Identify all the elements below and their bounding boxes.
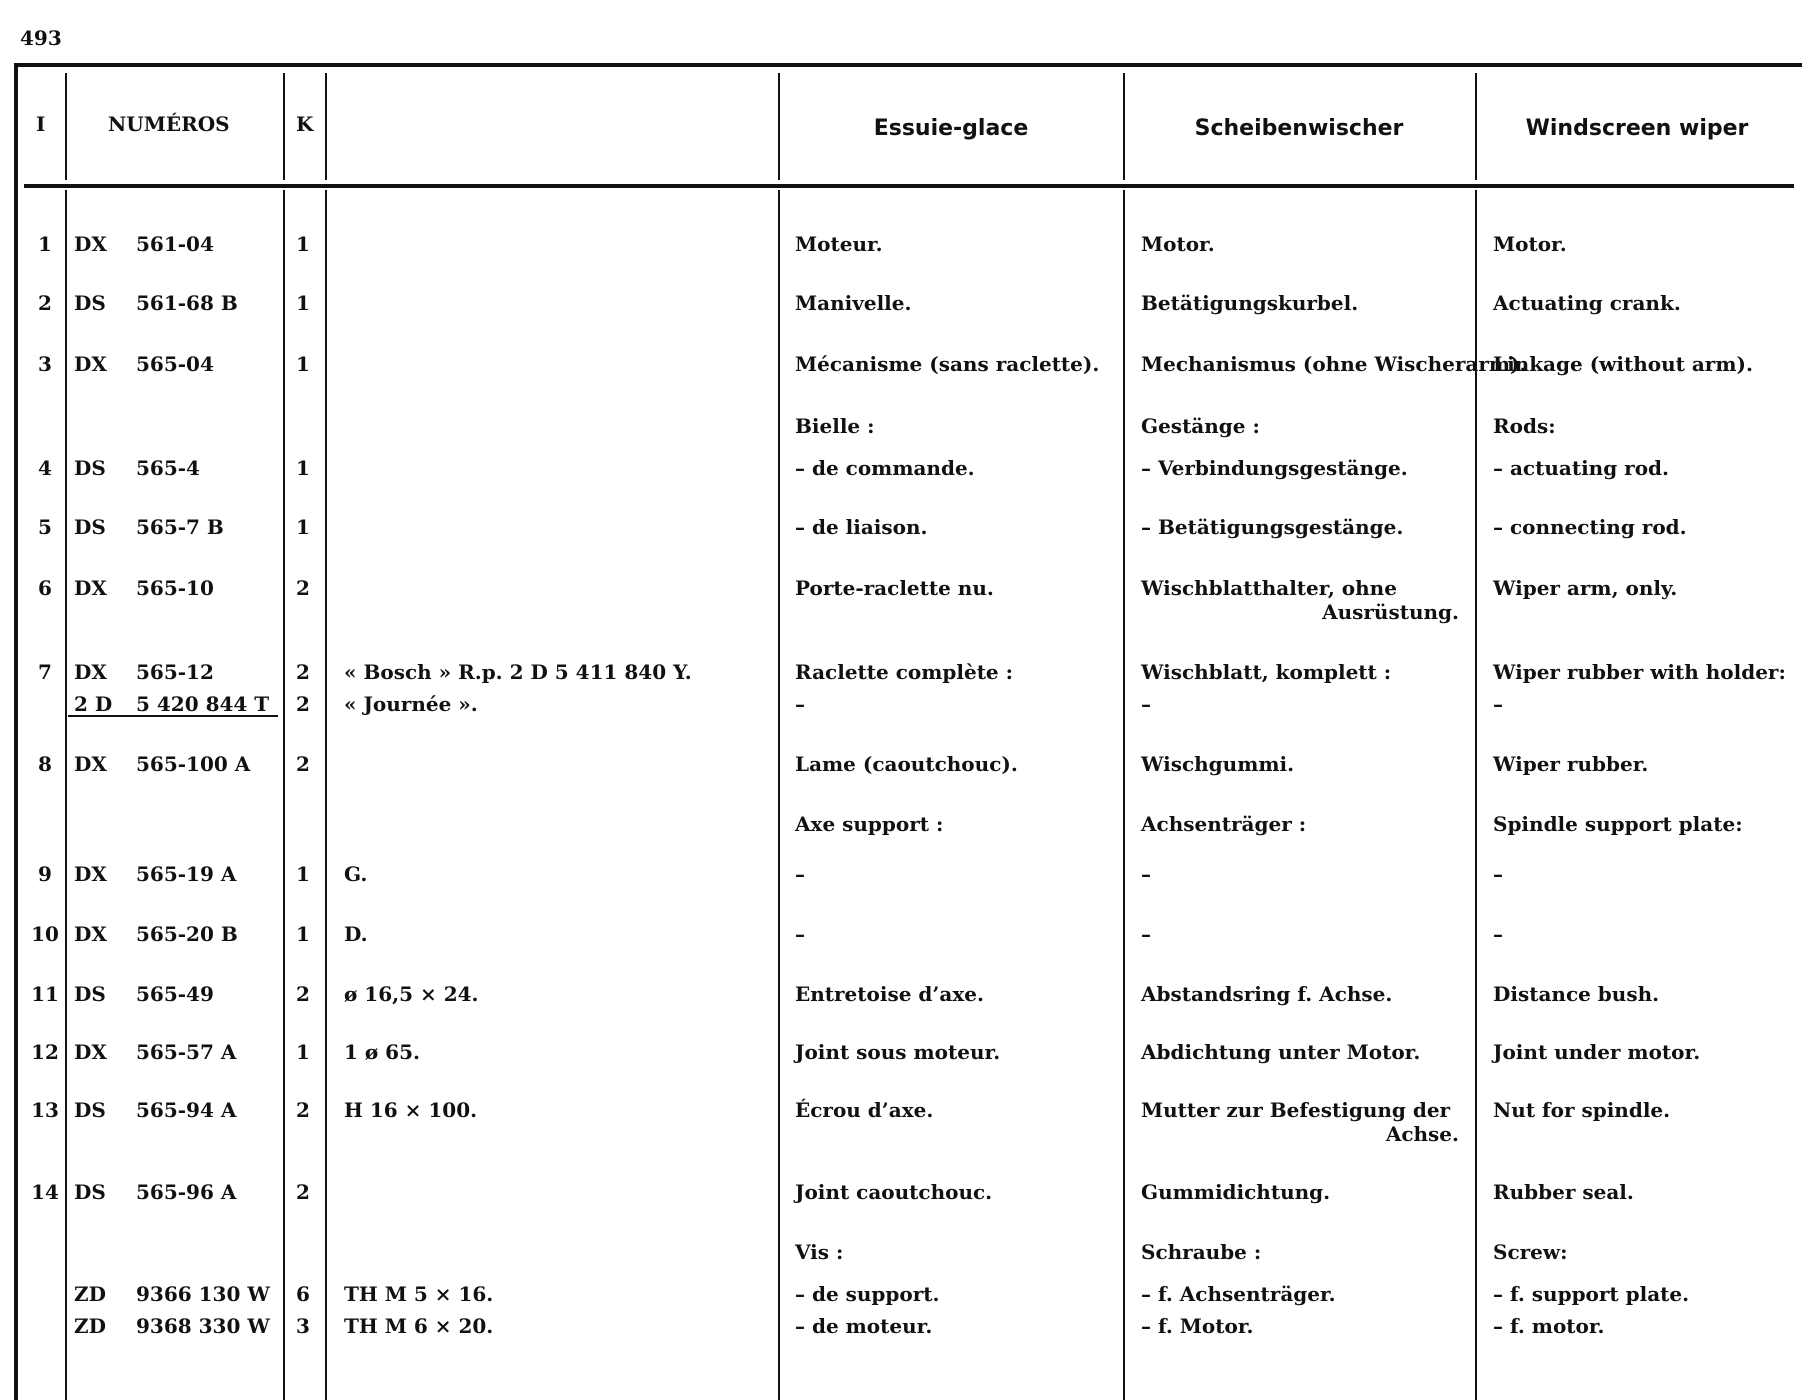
description-de: – Verbindungsgestänge.: [1141, 456, 1408, 480]
description-de: Gummidichtung.: [1141, 1180, 1331, 1204]
description-fr: –: [795, 862, 805, 886]
description-en: – f. support plate.: [1493, 1282, 1690, 1306]
description-de: Abstandsring f. Achse.: [1141, 982, 1393, 1006]
description-fr: Manivelle.: [795, 291, 912, 315]
description-en: – actuating rod.: [1493, 456, 1669, 480]
description-de: Motor.: [1141, 232, 1215, 256]
description-de: Gestänge :: [1141, 414, 1260, 438]
part-prefix: DX: [74, 576, 107, 600]
part-number: 565-57 A: [136, 1040, 237, 1064]
row-index: 12: [31, 1040, 59, 1064]
row-index: 1: [38, 232, 52, 256]
part-number: 565-7 B: [136, 515, 224, 539]
description-en: Distance bush.: [1493, 982, 1660, 1006]
description-en: Nut for spindle.: [1493, 1098, 1671, 1122]
part-prefix: DX: [74, 752, 107, 776]
description-en: Screw:: [1493, 1240, 1568, 1264]
row-index: 11: [31, 982, 59, 1006]
part-number: 561-68 B: [136, 291, 238, 315]
header-french: Essuie-glace: [873, 116, 1029, 141]
part-number: 565-94 A: [136, 1098, 237, 1122]
description-fr: Écrou d’axe.: [795, 1098, 934, 1122]
quantity: 2: [296, 576, 310, 600]
comment: « Bosch » R.p. 2 D 5 411 840 Y.: [344, 660, 692, 684]
quantity: 2: [296, 1098, 310, 1122]
description-fr: Raclette complète :: [795, 660, 1013, 684]
part-prefix: DS: [74, 1098, 106, 1122]
description-de: Abdichtung unter Motor.: [1141, 1040, 1421, 1064]
description-de: –: [1141, 692, 1151, 716]
page-number: 493: [20, 26, 62, 50]
description-fr: Bielle :: [795, 414, 875, 438]
description-fr: – de commande.: [795, 456, 975, 480]
quantity: 1: [296, 922, 310, 946]
description-fr: – de support.: [795, 1282, 940, 1306]
comment: ø 16,5 × 24.: [344, 982, 479, 1006]
part-prefix: 2 D: [74, 692, 113, 716]
part-prefix: DS: [74, 515, 106, 539]
description-de: Wischblatt, komplett :: [1141, 660, 1392, 684]
part-number: 565-100 A: [136, 752, 251, 776]
description-en: –: [1493, 862, 1503, 886]
description-fr: Lame (caoutchouc).: [795, 752, 1018, 776]
part-prefix: DX: [74, 1040, 107, 1064]
description-fr: Mécanisme (sans raclette).: [795, 352, 1100, 376]
quantity: 2: [296, 982, 310, 1006]
row-index: 13: [31, 1098, 59, 1122]
description-fr: – de moteur.: [795, 1314, 933, 1338]
description-de: – f. Motor.: [1141, 1314, 1254, 1338]
part-prefix: ZD: [74, 1282, 106, 1306]
description-en: –: [1493, 922, 1503, 946]
description-de: Betätigungskurbel.: [1141, 291, 1359, 315]
part-number: 565-10: [136, 576, 214, 600]
part-prefix: DS: [74, 456, 106, 480]
description-fr: –: [795, 692, 805, 716]
comment: TH M 6 × 20.: [344, 1314, 494, 1338]
part-prefix: DS: [74, 982, 106, 1006]
comment: « Journée ».: [344, 692, 478, 716]
part-number: 565-96 A: [136, 1180, 237, 1204]
quantity: 6: [296, 1282, 310, 1306]
part-prefix: DS: [74, 291, 106, 315]
description-de: – f. Achsenträger.: [1141, 1282, 1336, 1306]
part-prefix: DX: [74, 922, 107, 946]
quantity: 3: [296, 1314, 310, 1338]
quantity: 1: [296, 352, 310, 376]
quantity: 2: [296, 752, 310, 776]
description-de: Mechanismus (ohne Wischerarm).: [1141, 352, 1527, 376]
row-index: 10: [31, 922, 59, 946]
part-number: 565-4: [136, 456, 200, 480]
description-en: – f. motor.: [1493, 1314, 1605, 1338]
description-de: – Betätigungsgestänge.: [1141, 515, 1404, 539]
part-number: 9368 330 W: [136, 1314, 270, 1338]
header-i: I: [36, 112, 46, 136]
description-fr: Entretoise d’axe.: [795, 982, 984, 1006]
part-number: 565-12: [136, 660, 214, 684]
comment: H 16 × 100.: [344, 1098, 478, 1122]
part-number: 5 420 844 T: [136, 692, 270, 716]
row-index: 14: [31, 1180, 59, 1204]
description-en: Spindle support plate:: [1493, 812, 1743, 836]
description-de: –: [1141, 862, 1151, 886]
row-index: 5: [38, 515, 52, 539]
description-en: Joint under motor.: [1493, 1040, 1701, 1064]
comment: 1 ø 65.: [344, 1040, 420, 1064]
part-number: 565-20 B: [136, 922, 238, 946]
description-fr: – de liaison.: [795, 515, 928, 539]
description-fr: Moteur.: [795, 232, 883, 256]
quantity: 2: [296, 1180, 310, 1204]
part-prefix: DX: [74, 232, 107, 256]
part-number: 9366 130 W: [136, 1282, 270, 1306]
description-de: Wischgummi.: [1141, 752, 1295, 776]
description-fr: –: [795, 922, 805, 946]
header-numeros: NUMÉROS: [108, 112, 230, 136]
quantity: 1: [296, 291, 310, 315]
quantity: 2: [296, 660, 310, 684]
quantity: 1: [296, 515, 310, 539]
description-de: Mutter zur Befestigung der: [1141, 1098, 1451, 1122]
description-en: Linkage (without arm).: [1493, 352, 1753, 376]
description-en: Rubber seal.: [1493, 1180, 1634, 1204]
comment: TH M 5 × 16.: [344, 1282, 494, 1306]
part-prefix: ZD: [74, 1314, 106, 1338]
description-fr: Porte-raclette nu.: [795, 576, 994, 600]
description-fr: Joint caoutchouc.: [795, 1180, 993, 1204]
row-index: 8: [38, 752, 52, 776]
description-en: Rods:: [1493, 414, 1556, 438]
row-index: 4: [38, 456, 52, 480]
comment: D.: [344, 922, 368, 946]
quantity: 1: [296, 456, 310, 480]
description-en: –: [1493, 692, 1503, 716]
description-en: – connecting rod.: [1493, 515, 1687, 539]
part-prefix: DX: [74, 862, 107, 886]
description-fr: Axe support :: [795, 812, 944, 836]
description-de-cont: Ausrüstung.: [1322, 600, 1459, 624]
comment: G.: [344, 862, 368, 886]
description-fr: Joint sous moteur.: [795, 1040, 1001, 1064]
quantity: 2: [296, 692, 310, 716]
header-english: Windscreen wiper: [1525, 116, 1749, 141]
description-en: Actuating crank.: [1493, 291, 1681, 315]
row-index: 9: [38, 862, 52, 886]
description-en: Motor.: [1493, 232, 1567, 256]
part-prefix: DS: [74, 1180, 106, 1204]
row-index: 2: [38, 291, 52, 315]
part-number: 561-04: [136, 232, 214, 256]
header-k: K: [296, 112, 314, 136]
header-german: Scheibenwischer: [1194, 116, 1404, 141]
part-number: 565-19 A: [136, 862, 237, 886]
quantity: 1: [296, 1040, 310, 1064]
quantity: 1: [296, 862, 310, 886]
description-de: Wischblatthalter, ohne: [1141, 576, 1397, 600]
row-index: 6: [38, 576, 52, 600]
row-index: 3: [38, 352, 52, 376]
quantity: 1: [296, 232, 310, 256]
description-en: Wiper rubber with holder:: [1493, 660, 1786, 684]
part-prefix: DX: [74, 352, 107, 376]
description-de: –: [1141, 922, 1151, 946]
row-index: 7: [38, 660, 52, 684]
description-en: Wiper arm, only.: [1493, 576, 1678, 600]
part-number: 565-49: [136, 982, 214, 1006]
description-de-cont: Achse.: [1385, 1122, 1459, 1146]
description-de: Achsenträger :: [1141, 812, 1307, 836]
description-en: Wiper rubber.: [1493, 752, 1649, 776]
part-number: 565-04: [136, 352, 214, 376]
part-prefix: DX: [74, 660, 107, 684]
description-de: Schraube :: [1141, 1240, 1262, 1264]
description-fr: Vis :: [795, 1240, 844, 1264]
